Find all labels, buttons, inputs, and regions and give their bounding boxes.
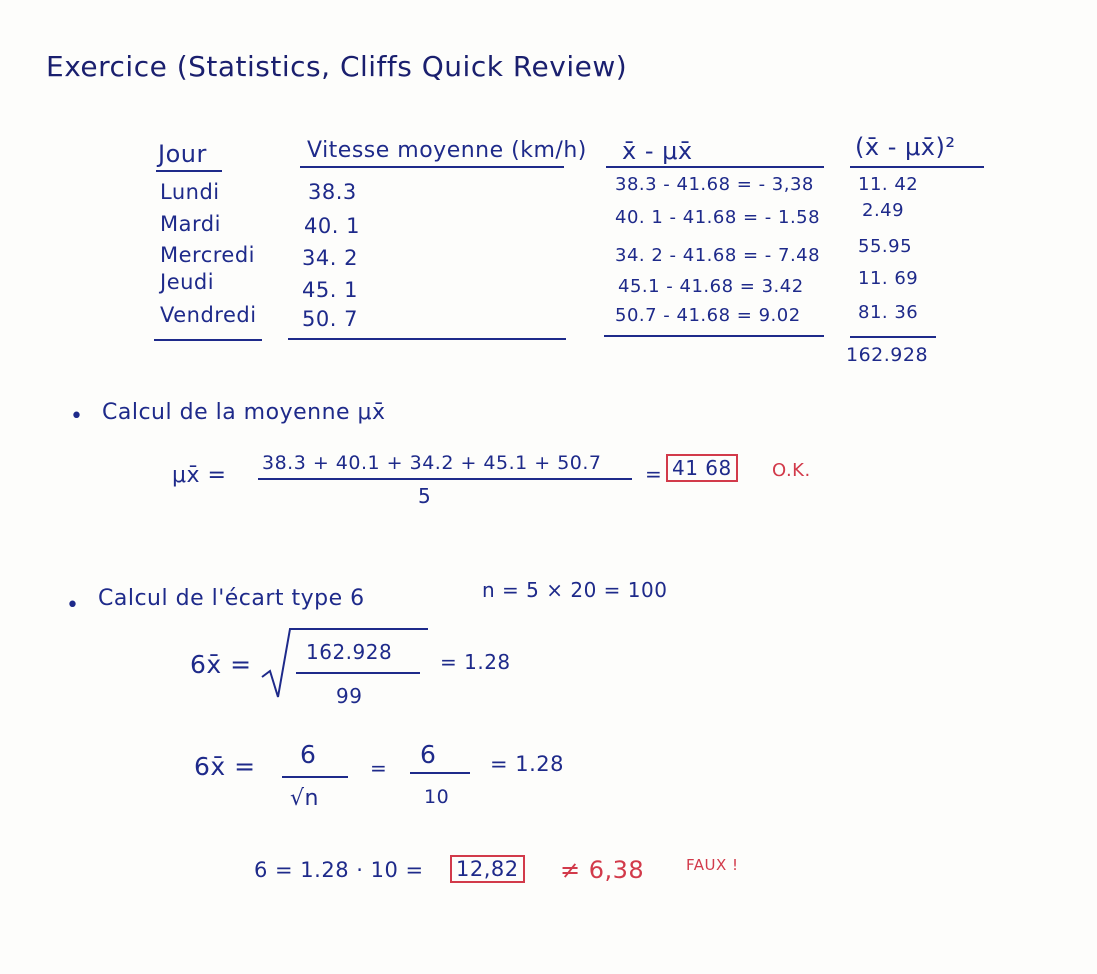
header-jour-underline [156, 170, 222, 172]
row-jour: Mardi [160, 212, 221, 236]
row-vitesse: 50. 7 [302, 307, 358, 331]
row-diff: 38.3 - 41.68 = - 3,38 [615, 174, 814, 195]
mean-lhs: μx̄ = [172, 463, 227, 488]
row-square: 11. 42 [858, 174, 919, 195]
std-num-2a: 6 [300, 740, 317, 769]
mean-result: 41 68 [666, 454, 738, 482]
mean-verdict: O.K. [772, 460, 811, 481]
std-fraction-bar-2b [410, 772, 470, 774]
std-eq-2: = [370, 756, 388, 780]
sum-line [850, 336, 936, 338]
mean-numerator: 38.3 + 40.1 + 34.2 + 45.1 + 50.7 [262, 452, 602, 474]
mean-equals: = [645, 462, 663, 486]
sum-value: 162.928 [846, 344, 929, 366]
header-square: (x̄ - μx̄)² [855, 133, 956, 161]
row-vitesse: 38.3 [308, 180, 357, 204]
header-square-underline [850, 166, 984, 168]
bullet: • [66, 593, 79, 618]
bullet: • [70, 404, 83, 429]
row-square: 11. 69 [858, 268, 919, 289]
row-square: 81. 36 [858, 302, 919, 323]
row-square: 2.49 [862, 200, 905, 221]
mean-denominator: 5 [418, 484, 432, 508]
row-jour: Mercredi [160, 243, 256, 267]
std-lhs-2: 6x̄ = [194, 752, 256, 781]
std-num-2b: 6 [420, 740, 437, 769]
std-lhs-3: 6 = 1.28 · 10 = [254, 858, 424, 882]
row-diff: 40. 1 - 41.68 = - 1.58 [615, 207, 821, 228]
table-bottom-line [154, 339, 262, 341]
std-heading: Calcul de l'écart type 6 [98, 586, 365, 611]
row-diff: 50.7 - 41.68 = 9.02 [615, 305, 801, 326]
std-den-2a: √n [290, 786, 319, 811]
row-diff: 34. 2 - 41.68 = - 7.48 [615, 245, 821, 266]
n-formula: n = 5 × 20 = 100 [482, 578, 668, 602]
std-lhs-1: 6x̄ = [190, 650, 252, 679]
header-jour: Jour [158, 140, 207, 168]
header-vitesse-underline [300, 166, 564, 168]
row-square: 55.95 [858, 236, 913, 257]
row-vitesse: 40. 1 [304, 214, 360, 238]
row-jour: Vendredi [160, 303, 257, 327]
row-jour: Lundi [160, 180, 220, 204]
header-diff: x̄ - μx̄ [622, 137, 693, 165]
mean-heading: Calcul de la moyenne μx̄ [102, 400, 386, 425]
row-vitesse: 45. 1 [302, 278, 358, 302]
std-fraction-bar-2a [282, 776, 348, 778]
std-fraction-bar-1 [296, 672, 420, 674]
std-den-2b: 10 [424, 786, 450, 808]
table-bottom-line [288, 338, 566, 340]
std-neq: ≠ 6,38 [560, 856, 645, 884]
table-bottom-line [604, 335, 824, 337]
header-vitesse: Vitesse moyenne (km/h) [307, 138, 587, 163]
std-verdict: FAUX ! [686, 856, 739, 874]
row-jour: Jeudi [160, 270, 215, 294]
header-diff-underline [606, 166, 824, 168]
std-num-1: 162.928 [306, 640, 393, 664]
std-res-2: = 1.28 [490, 752, 565, 776]
std-result-3: 12,82 [450, 855, 525, 883]
std-res-1: = 1.28 [440, 650, 511, 674]
row-diff: 45.1 - 41.68 = 3.42 [618, 276, 804, 297]
std-den-1: 99 [336, 684, 363, 708]
mean-fraction-bar [258, 478, 632, 480]
row-vitesse: 34. 2 [302, 246, 358, 270]
page-title: Exercice (Statistics, Cliffs Quick Review) [46, 50, 628, 83]
